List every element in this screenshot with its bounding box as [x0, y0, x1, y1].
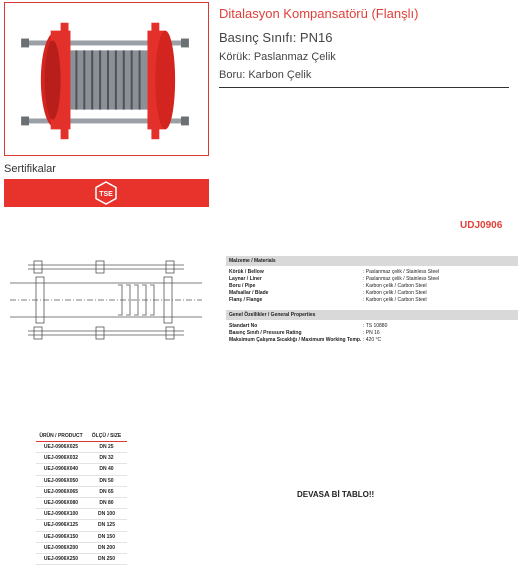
certificates-bar	[4, 179, 209, 207]
certificates-label: Sertifikalar	[4, 163, 56, 175]
size-column-header: ÖLÇÜ / SIZE	[91, 433, 122, 439]
pipe-material: Boru: Karbon Çelik	[219, 69, 312, 81]
product-title: Ditalasyon Kompansatörü (Flanşlı)	[219, 6, 419, 21]
sizes-header	[36, 432, 127, 442]
property-row: Standart No : TS 10880	[229, 323, 388, 329]
bellows-material: Körük: Paslanmaz Çelik	[219, 51, 336, 63]
product-code: UDJ0906	[460, 220, 503, 231]
property-row: Basınç Sınıfı / Pressure Rating : PN 16	[229, 330, 380, 336]
table-row: UEJ-0906X125 DN 125	[36, 520, 127, 531]
technical-drawing	[6, 255, 206, 345]
sizes-table	[36, 432, 127, 565]
table-row: UEJ-0906X025 DN 25	[36, 442, 127, 453]
title-divider	[219, 87, 509, 88]
tse-logo-icon	[94, 181, 118, 205]
table-row: UEJ-0906X080 DN 80	[36, 498, 127, 509]
materials-table	[226, 256, 518, 344]
table-row: UEJ-0906X065 DN 65	[36, 487, 127, 498]
table-row: UEJ-0906X200 DN 200	[36, 543, 127, 554]
material-row: Laynar / Liner : Paslanmaz çelik / Stainless Steel	[229, 276, 440, 282]
product-photo	[4, 2, 209, 156]
material-row: Körük / Bellow : Paslanmaz çelik / Stainless Steel	[229, 269, 440, 275]
table-row: UEJ-0906X040 DN 40	[36, 464, 127, 475]
expansion-joint-image	[5, 3, 208, 155]
table-row: UEJ-0906X050 DN 50	[36, 476, 127, 487]
table-row: UEJ-0906X150 DN 150	[36, 532, 127, 543]
table-row: UEJ-0906X250 DN 250	[36, 554, 127, 565]
material-row: Boru / Pipe : Karbon çelik / Carbon Steel	[229, 283, 427, 289]
general-properties-heading: Genel Özellikler / General Properties	[226, 310, 518, 320]
material-row: Flanş / Flange : Karbon çelik / Carbon Steel	[229, 297, 427, 303]
tse-logo-text: TSE	[99, 191, 113, 198]
material-row: Mafsallar / Blade : Karbon çelik / Carbon Steel	[229, 290, 427, 296]
product-column-header: ÜRÜN / PRODUCT	[39, 433, 83, 439]
large-table-note: DEVASA Bİ TABLO!!	[297, 490, 375, 499]
property-row: Maksimum Çalışma Sıcaklığı / Maximum Working Temp. : 420 °C	[229, 337, 382, 343]
materials-heading: Malzeme / Materials	[226, 256, 518, 266]
table-row: UEJ-0906X100 DN 100	[36, 509, 127, 520]
pressure-class: Basınç Sınıfı: PN16	[219, 30, 333, 45]
table-row: UEJ-0906X032 DN 32	[36, 453, 127, 464]
